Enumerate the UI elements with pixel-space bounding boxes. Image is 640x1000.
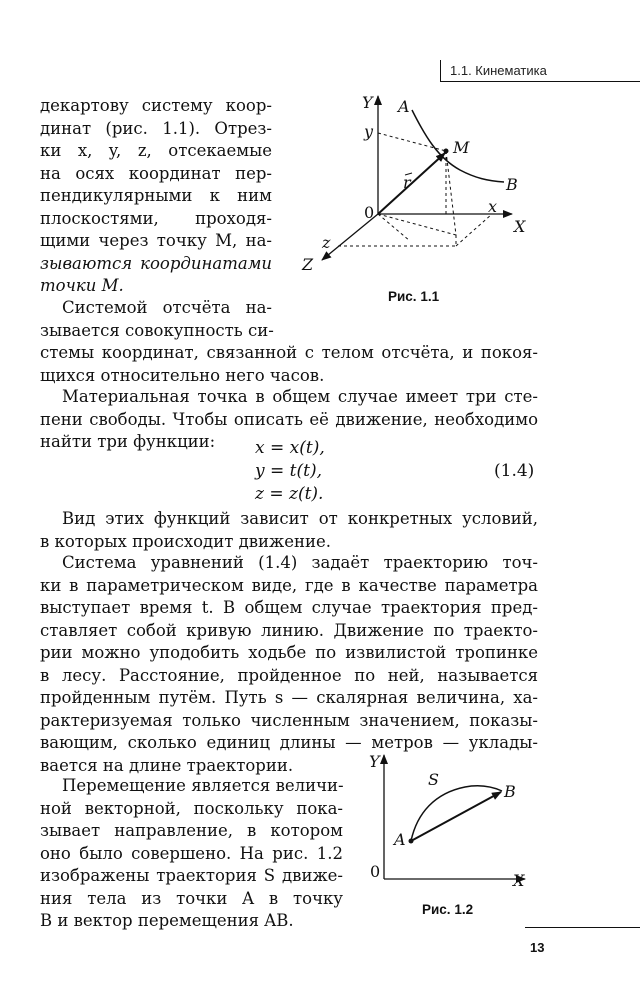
figure-1-2-caption: Рис. 1.2: [422, 902, 474, 917]
text-line: зывает направление, в котором: [40, 821, 343, 840]
text-line: щими через точку M, на-: [40, 231, 272, 250]
text-line: Материальная точка в общем случае имеет три сте-: [62, 387, 538, 406]
label-S: S: [428, 770, 439, 789]
text-line: плоскостями, проходя-: [40, 208, 272, 228]
paragraph-reference-frame: [40, 297, 538, 387]
label-z: z: [322, 233, 331, 252]
text-line: ставляет собой кривую линию. Движение по траекто-: [40, 620, 538, 640]
equation-z: z = z(t).: [255, 484, 324, 504]
text-line: на осях координат пер-: [40, 163, 272, 183]
running-header: [440, 60, 640, 82]
text-line: пени свободы. Чтобы описать её движение, необходимо: [40, 409, 538, 429]
text-line: вающим, сколько единиц длины — метров — уклады-: [40, 733, 538, 752]
label-B: B: [506, 175, 518, 194]
text-line: щихся относительно него часов.: [40, 365, 325, 385]
text-line: Перемещение является величи-: [62, 776, 344, 795]
label-B: B: [504, 782, 516, 801]
text-line: ки в параметрическом виде, где в качестве параметра: [40, 575, 538, 595]
text-line: найти три функции:: [40, 432, 216, 451]
label-Z: Z: [302, 255, 314, 274]
text-line: Система уравнений (1.4) задаёт траекторию точ-: [62, 553, 538, 572]
label-r: r: [403, 173, 411, 192]
equation-number: (1.4): [494, 461, 535, 481]
equation-x: x = x(t),: [255, 438, 325, 458]
text-line: изображены траектория S движе-: [40, 866, 343, 885]
label-origin: 0: [370, 862, 381, 881]
text-line: стемы координат, связанной с телом отсчёта, и покоя-: [40, 343, 538, 362]
label-X: X: [513, 871, 525, 890]
radius-vector: [378, 153, 445, 214]
header-rule: [440, 81, 640, 82]
text-line: B и вектор перемещения AB.: [40, 911, 294, 930]
text-line: рактеризуемая только численным значением, показы-: [40, 710, 538, 730]
label-Y: Y: [369, 752, 380, 771]
figure-1-2: [355, 745, 535, 895]
text-line: зываются координатами: [40, 253, 272, 273]
text-line: точки M.: [40, 276, 124, 295]
header-divider: [440, 60, 441, 82]
figure-1-1-caption: Рис. 1.1: [388, 289, 440, 304]
text-line: Системой отсчёта на-: [62, 298, 272, 317]
paragraph-functions: [40, 508, 538, 553]
point-a: [409, 839, 414, 844]
label-A: A: [398, 97, 410, 116]
text-line: выступает время t. В общем случае траектория пред-: [40, 598, 538, 617]
paragraph-displacement: [40, 775, 343, 933]
label-origin: 0: [364, 203, 375, 222]
text-line: оно было совершено. На рис. 1.2: [40, 843, 343, 863]
text-line: в которых происходит движение.: [40, 531, 331, 551]
text-line: Вид этих функций зависит от конкретных условий,: [62, 509, 538, 528]
equation-y: y = t(t),: [255, 461, 322, 481]
text-line: ния тела из точки A в точку: [40, 888, 343, 908]
section-title: 1.1. Кинематика: [450, 63, 547, 78]
text-line: пройденным путём. Путь s — скалярная величина, ха-: [40, 688, 538, 707]
displacement-vector: [411, 792, 501, 841]
text-line: пендикулярными к ним: [40, 186, 272, 205]
label-X: X: [514, 217, 526, 236]
label-x: x: [488, 197, 498, 216]
text-line: декартову систему коор-: [40, 96, 272, 115]
label-y: y: [364, 122, 374, 141]
label-Y: Y: [362, 93, 373, 112]
paragraph-coordinates: [40, 95, 272, 298]
footer-rule: [525, 927, 640, 928]
text-line: ки x, y, z, отсекаемые: [40, 141, 272, 160]
label-M: M: [453, 138, 470, 157]
text-line: зывается совокупность си-: [40, 320, 274, 340]
text-line: ной векторной, поскольку пока-: [40, 798, 343, 818]
text-line: в лесу. Расстояние, пройденное по ней, называется: [40, 665, 538, 685]
text-line: динат (рис. 1.1). Отрез-: [40, 118, 272, 138]
text-line: рии можно уподобить ходьбе по извилистой тропинке: [40, 643, 538, 662]
label-A: A: [394, 830, 406, 849]
text-line: вается на длине траектории.: [40, 755, 294, 775]
point-m: [444, 149, 449, 154]
page-number: 13: [530, 940, 545, 955]
figure-1-1: [300, 88, 530, 288]
paragraph-trajectory: [40, 552, 538, 777]
